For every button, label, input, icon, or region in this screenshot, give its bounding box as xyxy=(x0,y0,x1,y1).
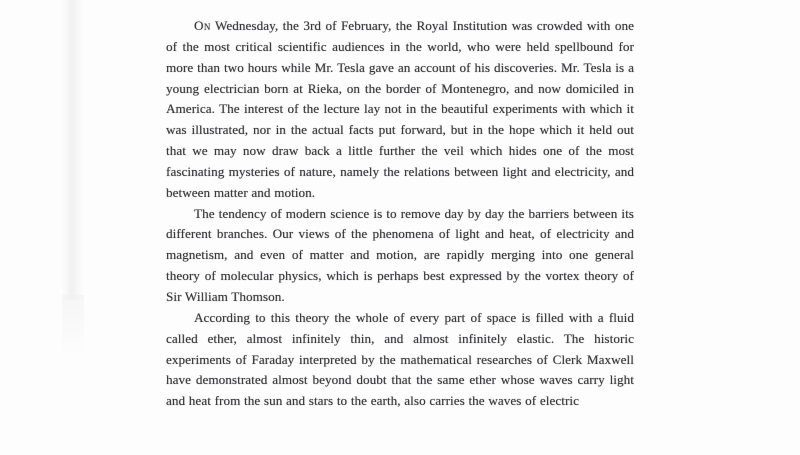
paragraph-2: The tendency of modern science is to remove day by day the barriers between its different branches. Our views of the phenomena of light and heat, of electricity and magnetism, and even of matter and motion, are rapidly merging into one general theory of molecular physics, which is perhaps best expressed by the vortex theory of Sir William Thomson. xyxy=(166,205,634,304)
scan-gutter-shadow xyxy=(62,0,84,300)
paragraph-3: According to this theory the whole of every part of space is filled with a fluid called ether, almost infinitely thin, and almost infinitely elastic. The historic experiments of Faraday interpreted by the mathematical researches of Clerk Maxwell have demonstrated almost beyond doubt that the same ether whose waves carry light and heat from the sun and stars to the earth, also carries the waves of electric xyxy=(166,309,634,409)
paragraph-1-body: Wednesday, the 3rd of February, the Royal Institution was crowded with one of the most critical scientific audiences in the world, who were held spellbound for more than two hours while Mr. Tesla gave an account of his discoveries. Mr. Tesla is a young electrician born at Rieka, on the border of Montenegro, and now domiciled in America. The interest of the lecture lay not in the beautiful experiments with which it was illustrated, nor in the actual facts put forward, but in the hope which it held out that we may now draw back a little further the veil which hides one of the most fascinating mysteries of nature, namely the relations between light and electricity, and between matter and motion. xyxy=(166,18,634,200)
paragraph-1 xyxy=(166,16,634,204)
paragraph-1-small-caps-opening: On xyxy=(194,18,211,33)
text-column xyxy=(166,16,634,412)
scan-gutter-shadow-lower xyxy=(62,295,84,355)
